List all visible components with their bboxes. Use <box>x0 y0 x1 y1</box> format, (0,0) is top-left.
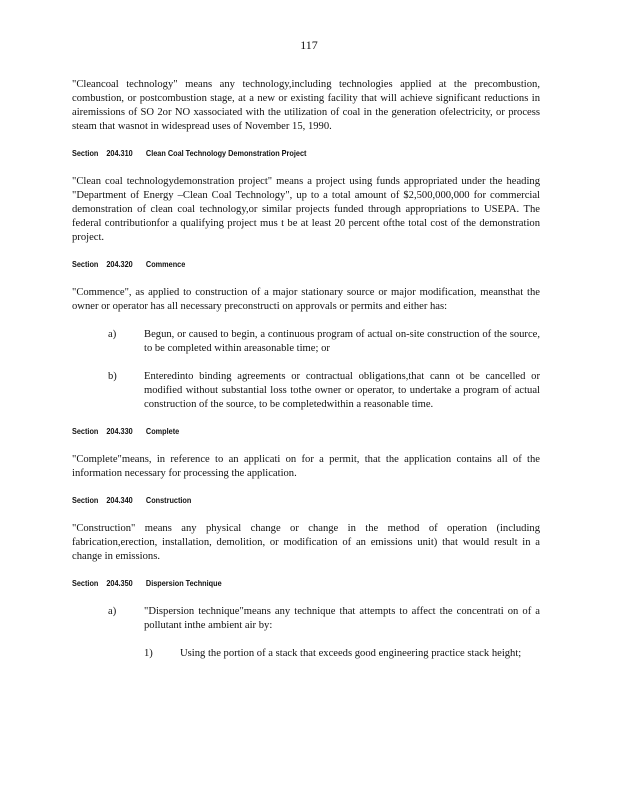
section-number: 204.330 <box>106 426 133 436</box>
list-item-text: "Dispersion technique"means any technique that attempts to affect the concentrati on of a pollutant inthe ambient air by: <box>144 606 540 631</box>
section-heading-204-320 <box>72 259 484 269</box>
page-number: 117 <box>300 38 318 52</box>
section-heading-204-330 <box>72 426 484 436</box>
section-label: Section <box>72 578 99 588</box>
section-title: Clean Coal Technology Demonstration Project <box>145 148 307 158</box>
list-item-label: 1) <box>144 648 153 659</box>
section-204-310-text: "Clean coal technologydemonstration project" means a project using funds appropriated under the heading "Department of Energy –Clean Coal Technology", up to a total amount of $2,500,000,000 for commercial demonstration of clean coal technology,or similar projects funded through appropriations to USEPA. The federal contributionfor a qualifying project mus t be at least 20 percent ofthe total cost of the demonstration project. <box>72 176 540 243</box>
list-item-a <box>72 328 540 356</box>
section-title: Construction <box>145 495 192 505</box>
clean-coal-technology-definition: "Cleancoal technology" means any technology,including technologies applied at the precombustion, combustion, or postcombustion stage, at a new or existing facility that will achieve significant reductions in airemissions of SO 2or NO xassociated with the utilization of coal in the generation ofelectricity, or process steam that wasnot in widespread uses of November 15, 1990. <box>72 79 540 132</box>
section-204-340-text: "Construction" means any physical change or change in the method of operation (including fabrication,erection, installation, demolition, or modification of an emissions unit) that would result in a change in emissions. <box>72 523 540 562</box>
list-item-label: a) <box>108 329 117 340</box>
section-heading-204-310 <box>72 148 484 158</box>
section-title: Commence <box>145 259 186 269</box>
list-item-text: Begun, or caused to begin, a continuous program of actual on-site construction of the source, to be completed within areasonable time; or <box>144 329 540 354</box>
section-204-320-text: "Commence", as applied to construction of a major stationary source or major modification, meansthat the owner or operator has all necessary preconstructi on approvals or permits and either has: <box>72 287 540 312</box>
section-number: 204.350 <box>106 578 133 588</box>
section-label: Section <box>72 495 99 505</box>
section-number: 204.340 <box>106 495 133 505</box>
list-subitem-1 <box>144 647 540 661</box>
section-number: 204.320 <box>106 259 133 269</box>
list-item-a <box>72 605 540 633</box>
list-item-label: b) <box>108 371 117 382</box>
section-number: 204.310 <box>106 148 133 158</box>
section-label: Section <box>72 148 99 158</box>
section-204-330-text: "Complete"means, in reference to an applicati on for a permit, that the application contains all of the information necessary for processing the application. <box>72 454 540 479</box>
section-title: Complete <box>145 426 180 436</box>
list-item-label: a) <box>108 606 117 617</box>
page-content <box>72 78 540 661</box>
section-heading-204-340 <box>72 495 484 505</box>
section-label: Section <box>72 259 99 269</box>
section-heading-204-350 <box>72 578 484 588</box>
list-item-text: Using the portion of a stack that exceeds good engineering practice stack height; <box>180 648 522 659</box>
list-item-text: Enteredinto binding agreements or contractual obligations,that cann ot be cancelled or modified without substantial loss tothe owner or operator, to undertake a program of actual construction of the source, to be completedwithin a reasonable time. <box>144 371 540 410</box>
section-label: Section <box>72 426 99 436</box>
list-item-b <box>72 370 540 412</box>
section-title: Dispersion Technique <box>145 578 222 588</box>
